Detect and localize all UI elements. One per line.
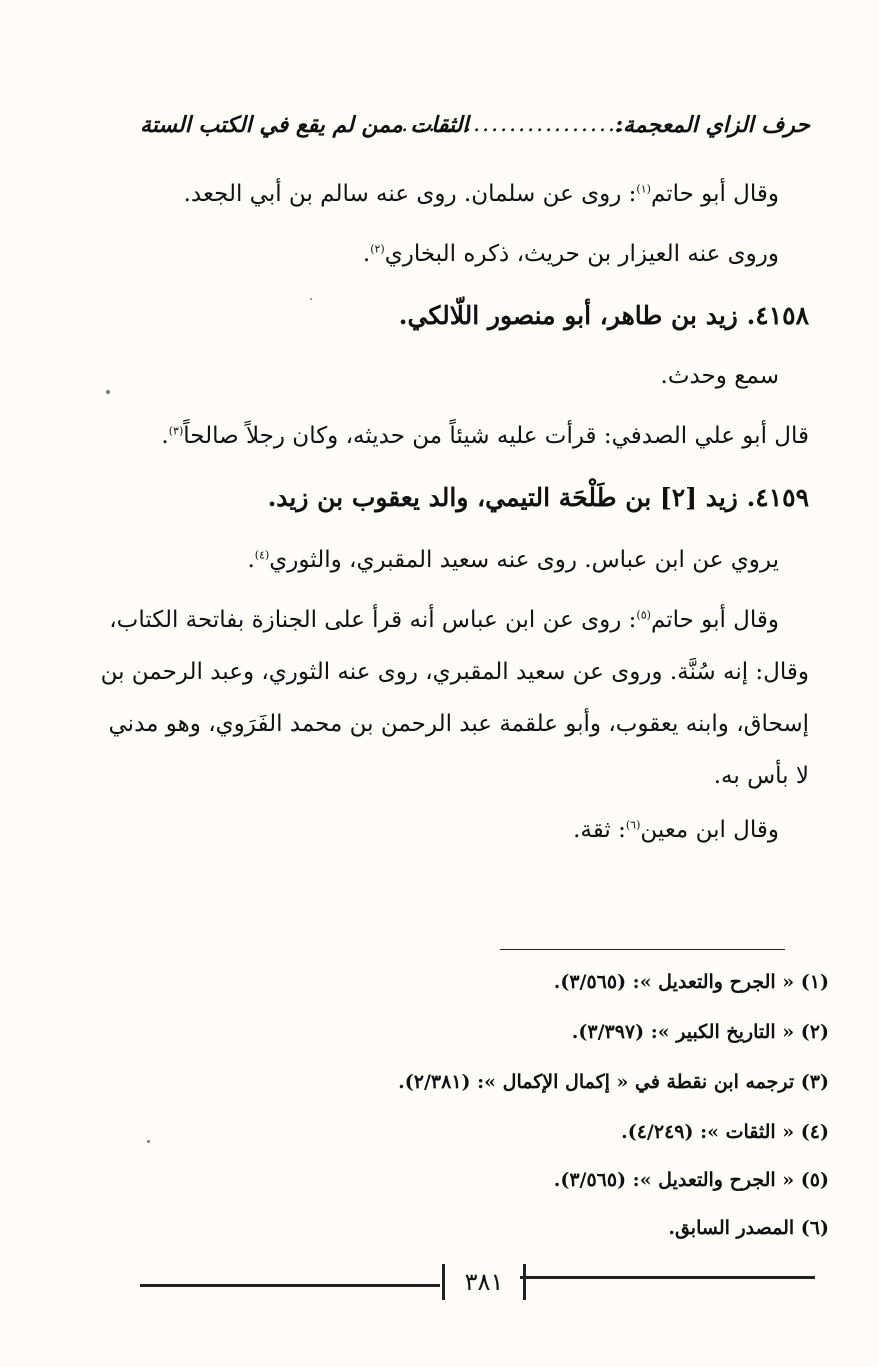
body-line-heard: سمع وحدث. (660, 363, 779, 389)
header-chapter: حرف الزاي المعجمة: (614, 112, 810, 138)
body-line-1: وقال أبو حاتم$^{(١)}$: روى عن سلمان. روى عنه سالم بن أبي الجعد. (183, 181, 779, 207)
body-line-yarwi: يروي عن ابن عباس. روى عنه سعيد المقبري، والثوري$^{(٤)}$. (247, 547, 779, 573)
para-line-3: إسحاق، وابنه يعقوب، وأبو علقمة عبد الرحمن بن محمد الفَرَوي، وهو مدني (108, 711, 809, 737)
para-line-2: وقال: إنه سُنَّة. وروى عن سعيد المقبري، روى عنه الثوري، وعبد الرحمن بن (100, 659, 809, 685)
footnote-2: (٢) « التاريخ الكبير »: (٣/٣٩٧). (571, 1021, 829, 1043)
scan-speck (310, 298, 312, 300)
footnote-ref: (١) (636, 182, 651, 196)
para-line-1: وقال أبو حاتم$^{(٥)}$: روى عن ابن عباس أنه قرأ على الجنازة بفاتحة الكتاب، (109, 607, 779, 633)
footnote-4: (٤) « الثقات »: (٤/٢٤٩). (621, 1121, 829, 1143)
footnote-ref: (٦) (625, 818, 641, 832)
bottom-rule-right (520, 1276, 815, 1279)
footnote-ref: (٣) (168, 424, 184, 438)
footnote-ref: (٤) (254, 548, 270, 562)
para-line-4: لا بأس به. (713, 763, 809, 789)
scan-speck (147, 1140, 150, 1143)
scan-speck (106, 390, 110, 394)
entry-heading-4159: ٤١٥٩. زيد [٢] بن طَلْحَة التيمي، والد يعقوب بن زيد. (267, 483, 809, 512)
page-number: ٣٨١ (442, 1264, 526, 1300)
bottom-rule-left (140, 1284, 440, 1287)
entry-heading-4158: ٤١٥٨. زيد بن طاهر، أبو منصور اللّالكي. (398, 301, 809, 330)
footnote-separator (500, 949, 785, 950)
footnote-5: (٥) « الجرح والتعديل »: (٣/٥٦٥). (553, 1169, 829, 1191)
footnote-ref: (٥) (636, 608, 651, 622)
header-book-title: الثقات ممن لم يقع في الكتب الستة (140, 112, 469, 138)
footnote-3: (٣) ترجمه ابن نقطة في « إكمال الإكمال »: (٢/٣٨١). (398, 1071, 829, 1093)
header-leader-dots: .......................... (401, 112, 635, 137)
footnote-6: (٦) المصدر السابق. (668, 1217, 829, 1239)
running-header (140, 112, 810, 152)
body-line-maeen: وقال ابن معين$^{(٦)}$: ثقة. (573, 817, 779, 843)
footnote-1: (١) « الجرح والتعديل »: (٣/٥٦٥). (553, 971, 829, 993)
footnote-ref: (٢) (370, 242, 385, 256)
body-line-sadafi: قال أبو علي الصدفي: قرأت عليه شيئاً من حديثه، وكان رجلاً صالحاً$^{(٣)}$. (161, 423, 809, 449)
body-line-2: وروى عنه العيزار بن حريث، ذكره البخاري$^{(٢)}$. (362, 241, 779, 267)
